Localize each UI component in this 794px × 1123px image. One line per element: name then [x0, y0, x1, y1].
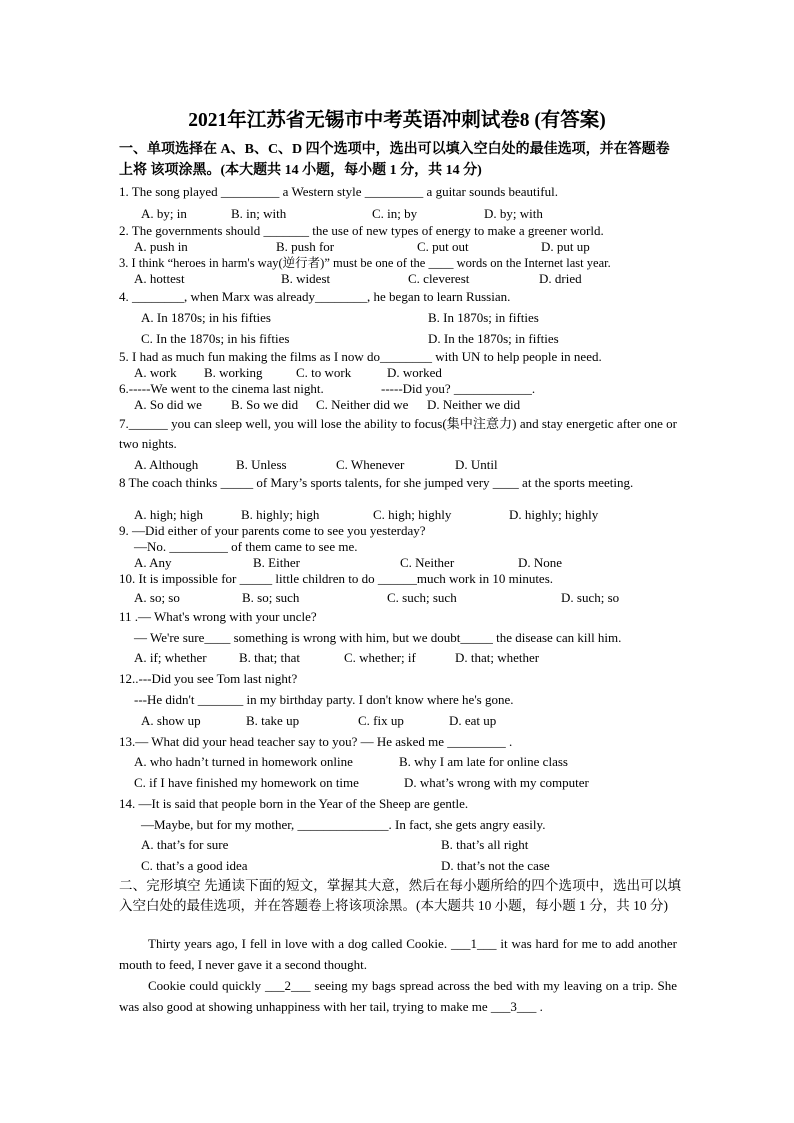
- q10-stem: 10. It is impossible for _____ little children to do ______much work in 10 minutes.: [119, 571, 554, 586]
- section2-header: 二、完形填空 先通读下面的短文，掌握其大意，然后在每小题所给的四个选项中，选出可以填 入空白处的最佳选项，并在答题卷上将该项涂黑。(本大题共 10 小题，每小题 1 分，共 10 分): [119, 878, 681, 913]
- q6-option-b: B. So we did: [231, 397, 299, 412]
- q14-stem-line1: 14. —It is said that people born in the Year of the Sheep are gentle.: [119, 796, 469, 811]
- q14-stem-line2: —Maybe, but for my mother, ______________. In fact, she gets angry easily.: [141, 817, 546, 832]
- q1-option-c: C. in; by: [372, 206, 418, 221]
- q13-option-b: B. why I am late for online class: [399, 754, 568, 769]
- q7-option-a: A. Although: [134, 457, 199, 472]
- section1-header: 一、单项选择在 A、B、C、D 四个选项中，选出可以填入空白处的最佳选项，并在答题卷上将 该项涂黑。(本大题共 14 小题，每小题 1 分，共 14 分): [119, 142, 670, 178]
- q2-option-b: B. push for: [276, 239, 335, 254]
- q2-option-d: D. put up: [541, 239, 590, 254]
- q1-option-b: B. in; with: [231, 206, 287, 221]
- q3-stem: 3. I think “heroes in harm's way(逆行者)” must be one of the ____ words on the Internet last year.: [119, 256, 611, 270]
- q5-option-d: D. worked: [387, 365, 442, 380]
- q7-option-d: D. Until: [455, 457, 498, 472]
- q6-option-c: C. Neither did we: [316, 397, 409, 412]
- q1-option-a: A. by; in: [141, 206, 187, 221]
- q9-option-b: B. Either: [253, 555, 300, 570]
- q4-option-a: A. In 1870s; in his fifties: [141, 310, 271, 325]
- q9-option-d: D. None: [518, 555, 563, 570]
- q4-option-b: B. In 1870s; in fifties: [428, 310, 539, 325]
- q12-stem-line1: 12..---Did you see Tom last night?: [119, 671, 298, 686]
- q6-stem-line2: -----Did you? ____________.: [381, 381, 536, 396]
- q3-option-c: C. cleverest: [408, 271, 470, 286]
- q1-stem: 1. The song played _________ a Western style _________ a guitar sounds beautiful.: [119, 184, 558, 199]
- q5-option-b: B. working: [204, 365, 263, 380]
- q12-option-c: C. fix up: [358, 713, 404, 728]
- q9-stem-line1: 9. —Did either of your parents come to see you yesterday?: [119, 523, 426, 538]
- q1-option-d: D. by; with: [484, 206, 543, 221]
- q8-stem: 8 The coach thinks _____ of Mary’s sports talents, for she jumped very ____ at the sports meeting.: [119, 475, 634, 490]
- q8-option-c: C. high; highly: [373, 507, 452, 522]
- q14-option-d: D. that’s not the case: [441, 858, 550, 873]
- q4-option-c: C. In the 1870s; in his fifties: [141, 331, 290, 346]
- q13-stem: 13.— What did your head teacher say to you? — He asked me _________ .: [119, 734, 513, 749]
- q2-option-a: A. push in: [134, 239, 188, 254]
- q9-stem-line2: —No. _________ of them came to see me.: [134, 539, 358, 554]
- q3-option-a: A. hottest: [134, 271, 185, 286]
- q8-option-d: D. highly; highly: [509, 507, 599, 522]
- q4-option-d: D. In the 1870s; in fifties: [428, 331, 559, 346]
- q7-option-c: C. Whenever: [336, 457, 405, 472]
- q6-option-a: A. So did we: [134, 397, 202, 412]
- q2-option-c: C. put out: [417, 239, 469, 254]
- q7-stem: 7.______ you can sleep well, you will lose the ability to focus(集中注意力) and stay energetic after one or two nights.: [119, 416, 677, 451]
- q12-option-b: B. take up: [246, 713, 300, 728]
- q12-stem-line2: ---He didn't _______ in my birthday party. I don't know where he's gone.: [134, 692, 514, 707]
- q11-option-d: D. that; whether: [455, 650, 540, 665]
- q2-stem: 2. The governments should _______ the use of new types of energy to make a greener world.: [119, 223, 604, 238]
- q11-stem-line2: — We're sure____ something is wrong with him, but we doubt_____ the disease can kill him.: [134, 630, 622, 645]
- q11-option-c: C. whether; if: [344, 650, 416, 665]
- q3-option-d: D. dried: [539, 271, 582, 286]
- q6-stem-line1: 6.-----We went to the cinema last night.: [119, 381, 324, 396]
- q11-option-b: B. that; that: [239, 650, 301, 665]
- q10-option-d: D. such; so: [561, 590, 620, 605]
- cloze-paragraph-1: Thirty years ago, I fell in love with a dog called Cookie. ___1___ it was hard for me to add another mouth to feed, I never gave it a second thought.: [119, 936, 677, 972]
- q14-option-a: A. that’s for sure: [141, 837, 229, 852]
- q12-option-a: A. show up: [141, 713, 201, 728]
- q14-option-b: B. that’s all right: [441, 837, 529, 852]
- cloze-paragraph-2: Cookie could quickly ___2___ seeing my bags spread across the bed with my leaving on a trip. She was also good at showing unhappiness with her tail, trying to make me ___3___ .: [119, 978, 677, 1014]
- q14-option-c: C. that’s a good idea: [141, 858, 248, 873]
- q10-option-a: A. so; so: [134, 590, 180, 605]
- page-title: 2021年江苏省无锡市中考英语冲刺试卷8 (有答案): [188, 110, 606, 131]
- q5-option-a: A. work: [134, 365, 177, 380]
- q8-option-a: A. high; high: [134, 507, 203, 522]
- q4-stem: 4. ________, when Marx was already________, he began to learn Russian.: [119, 289, 511, 304]
- q8-option-b: B. highly; high: [241, 507, 320, 522]
- q11-stem-line1: 11 .— What's wrong with your uncle?: [119, 609, 317, 624]
- q9-option-a: A. Any: [134, 555, 172, 570]
- q5-option-c: C. to work: [296, 365, 352, 380]
- q7-option-b: B. Unless: [236, 457, 287, 472]
- q11-option-a: A. if; whether: [134, 650, 207, 665]
- q13-option-a: A. who hadn’t turned in homework online: [134, 754, 353, 769]
- q13-option-d: D. what’s wrong with my computer: [404, 775, 589, 790]
- q10-option-c: C. such; such: [387, 590, 457, 605]
- q13-option-c: C. if I have finished my homework on time: [134, 775, 359, 790]
- q10-option-b: B. so; such: [242, 590, 300, 605]
- q9-option-c: C. Neither: [400, 555, 455, 570]
- q6-option-d: D. Neither we did: [427, 397, 521, 412]
- q3-option-b: B. widest: [281, 271, 331, 286]
- q12-option-d: D. eat up: [449, 713, 497, 728]
- q5-stem: 5. I had as much fun making the films as I now do________ with UN to help people in need.: [119, 349, 602, 364]
